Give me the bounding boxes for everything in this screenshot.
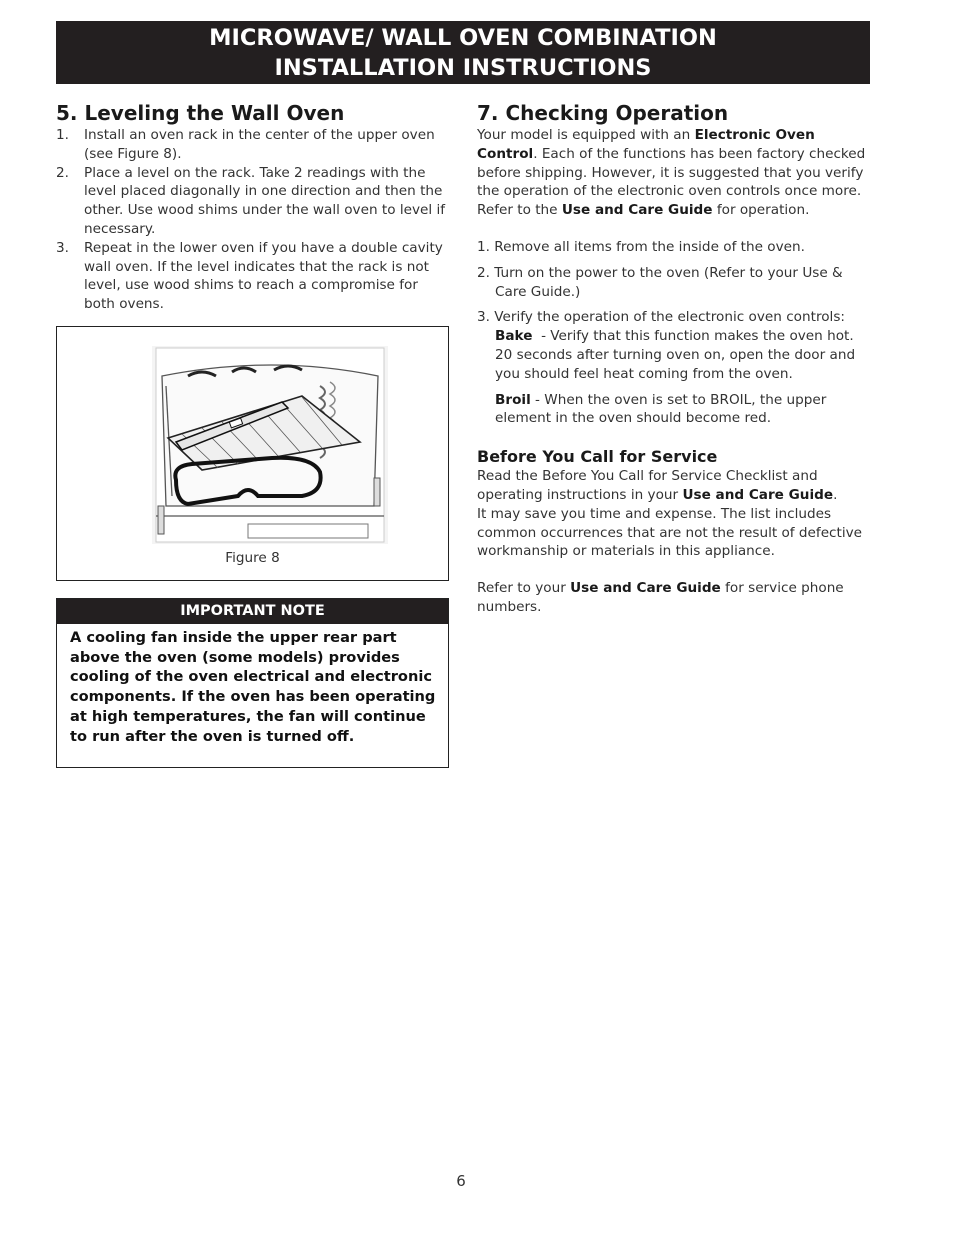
checking-section <box>477 100 877 617</box>
list-item <box>56 164 449 239</box>
service-text-3: It may save you time and expense. The list includes common occurrences that are not the result of defective workmanship or materials in this appliance. <box>477 505 863 560</box>
step-2-line-1: 2. Turn on the power to the oven (Refer to your Use & <box>477 264 843 281</box>
step-text: Install an oven rack in the center of the upper oven (see Figure 8). <box>84 127 435 162</box>
figure-caption: Figure 8 <box>225 550 280 566</box>
page-number: 6 <box>456 1172 466 1190</box>
broil-text: - When the oven is set to BROIL, the upper element in the oven should become red. <box>495 391 827 427</box>
service-bold-2: Use and Care Guide <box>570 580 721 597</box>
important-note-heading: IMPORTANT NOTE <box>57 599 448 624</box>
service-text-4: Refer to your <box>477 580 571 597</box>
intro-bold-1: Electronic Oven Control <box>477 127 815 162</box>
service-paragraph <box>477 467 869 561</box>
leveling-section <box>56 100 449 314</box>
service-text-5: for service phone numbers. <box>477 580 844 615</box>
bake-text: - Verify that this function makes the oven hot. 20 seconds after turning oven on, open the door and you should feel heat coming from the oven. <box>495 328 860 382</box>
service-refer <box>477 579 869 617</box>
service-bold-1: Use and Care Guide <box>682 486 834 503</box>
important-note-box <box>56 598 449 768</box>
step-2-line-2: Care Guide.) <box>495 283 581 300</box>
checking-step-2 <box>477 264 877 302</box>
checking-heading: 7. Checking Operation <box>477 101 729 125</box>
bake-instruction <box>477 327 869 383</box>
title-line-1: MICROWAVE/ WALL OVEN COMBINATION <box>209 24 717 51</box>
checking-step-1: 1. Remove all items from the inside of the oven. <box>477 238 805 255</box>
checking-step-3: 3. Verify the operation of the electronic oven controls: <box>477 309 845 326</box>
step-number: 2. <box>56 164 69 181</box>
step-number: 1. <box>56 127 69 143</box>
step-text: Place a level on the rack. Take 2 readings with the level placed diagonally in one direction and then the other. Use wood shims under the wall oven to level if necessary. <box>84 164 446 237</box>
service-text-2: . <box>833 486 838 503</box>
checking-intro <box>477 126 869 220</box>
intro-text-1: Your model is equipped with an <box>477 127 695 143</box>
figure-box <box>56 326 449 581</box>
bake-label: Bake <box>495 328 533 345</box>
intro-text-3: for operation. <box>712 202 810 219</box>
intro-bold-2: Use and Care Guide <box>561 202 713 219</box>
leveling-heading: 5. Leveling the Wall Oven <box>56 101 345 125</box>
broil-instruction <box>477 391 869 429</box>
title-line-2: INSTALLATION INSTRUCTIONS <box>274 54 652 81</box>
intro-text-2: . Each of the functions has been factory checked before shipping. However, it is suggested that you verify the operation of the electronic oven controls once more. Refer to the <box>477 145 866 219</box>
broil-label: Broil <box>495 391 531 408</box>
service-heading: Before You Call for Service <box>477 447 718 467</box>
step-text: Repeat in the lower oven if you have a double cavity wall oven. If the level indicates that the rack is not level, use wood shims to reach a compromise for both ovens. <box>84 239 443 313</box>
leveling-steps <box>56 126 449 314</box>
document-title <box>56 21 870 84</box>
list-item <box>56 239 449 314</box>
oven-rack-illustration <box>152 346 388 544</box>
important-note-text: A cooling fan inside the upper rear part above the oven (some models) provides cooling of the oven electrical and electronic components. If the oven has been operating at high temperatures, the fan will continue to run after the oven is turned off. <box>70 629 436 745</box>
step-number: 3. <box>56 239 69 256</box>
list-item <box>56 126 449 164</box>
service-text-1: Read the Before You Call for Service Checklist and operating instructions in your <box>477 468 818 503</box>
